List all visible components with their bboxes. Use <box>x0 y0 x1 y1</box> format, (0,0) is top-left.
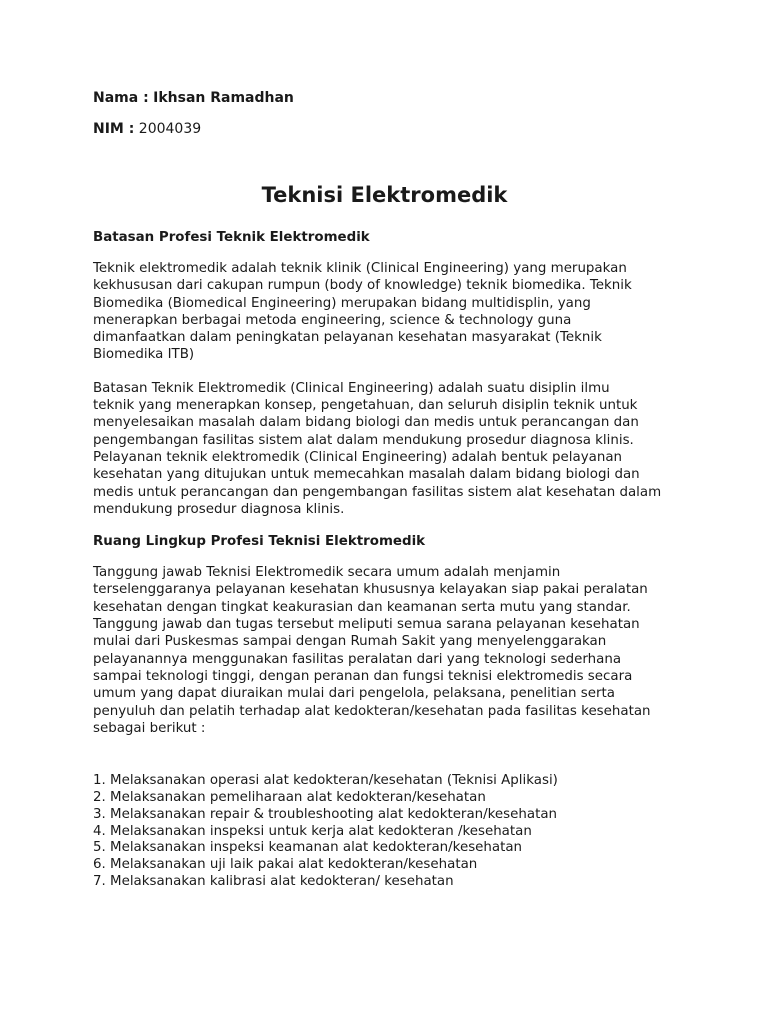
paragraph-line: menerapkan berbagai metoda engineering, science & technology guna <box>93 312 572 328</box>
paragraph-line: medis untuk perancangan dan pengembangan fasilitas sistem alat kesehatan dalam <box>93 484 662 500</box>
paragraph-line: sebagai berikut : <box>93 720 206 736</box>
list-item: 1. Melaksanakan operasi alat kedokteran/kesehatan (Teknisi Aplikasi) <box>93 773 558 789</box>
paragraph-line: terselenggaranya pelayanan kesehatan khususnya kelayakan siap pakai peralatan <box>93 582 648 598</box>
paragraph-line: menyelesaikan masalah dalam bidang biologi dan medis untuk perancangan dan <box>93 415 639 431</box>
name-label: Nama : <box>93 90 149 106</box>
list-item: 3. Melaksanakan repair & troubleshooting alat kedokteran/kesehatan <box>93 806 558 822</box>
document-content <box>93 88 683 891</box>
paragraph-line: kesehatan dengan tingkat keakurasian dan keamanan serta mutu yang standar. <box>93 599 631 615</box>
paragraph-line: Batasan Teknik Elektromedik (Clinical Engineering) adalah suatu disiplin ilmu <box>93 380 610 396</box>
paragraph-line: Biomedika ITB) <box>93 347 195 363</box>
section-heading-batasan: Batasan Profesi Teknik Elektromedik <box>93 230 370 245</box>
paragraph-line: Teknik elektromedik adalah teknik klinik (Clinical Engineering) yang merupakan <box>93 261 627 276</box>
paragraph-line: umum yang dapat diuraikan mulai dari pengelola, pelaksana, penelitian serta <box>93 686 615 702</box>
paragraph-line: mulai dari Puskesmas sampai dengan Rumah Sakit yang menyelenggarakan <box>93 634 607 650</box>
paragraph-definition <box>93 260 683 364</box>
list-item: 4. Melaksanakan inspeksi untuk kerja alat kedokteran /kesehatan <box>93 823 532 839</box>
paragraph-line: Tanggung jawab dan tugas tersebut meliputi semua sarana pelayanan kesehatan <box>93 617 640 633</box>
paragraph-line: kekhususan dari cakupan rumpun (body of knowledge) teknik biomedika. Teknik <box>93 278 632 294</box>
task-list <box>93 773 683 891</box>
paragraph-line: penyuluh dan pelatih terhadap alat kedokteran/kesehatan pada fasilitas kesehatan <box>93 703 651 719</box>
list-item: 2. Melaksanakan pemeliharaan alat kedokteran/kesehatan <box>93 789 486 805</box>
paragraph-line: pelayanannya menggunakan fasilitas peralatan dari yang teknologi sederhana <box>93 651 622 667</box>
list-item: 5. Melaksanakan inspeksi keamanan alat kedokteran/kesehatan <box>93 840 523 856</box>
nim-label: NIM : <box>93 121 135 137</box>
paragraph-line: dimanfaatkan dalam peningkatan pelayanan kesehatan masyarakat (Teknik <box>93 330 602 346</box>
list-item: 7. Melaksanakan kalibrasi alat kedokteran/ kesehatan <box>93 873 454 889</box>
paragraph-line: mendukung prosedur diagnosa klinis. <box>93 501 345 517</box>
list-item: 6. Melaksanakan uji laik pakai alat kedokteran/kesehatan <box>93 857 478 873</box>
section-heading-ruang-lingkup: Ruang Lingkup Profesi Teknisi Elektromedik <box>93 534 426 550</box>
paragraph-line: pengembangan fasilitas sistem alat dalam mendukung prosedur diagnosa klinis. <box>93 432 634 448</box>
paragraph-line: kesehatan yang ditujukan untuk memecahkan masalah dalam bidang biologi dan <box>93 467 640 483</box>
paragraph-responsibility <box>93 564 683 737</box>
paragraph-line: teknik yang menerapkan konsep, pengetahuan, dan seluruh disiplin teknik untuk <box>93 398 638 414</box>
name-value: Ikhsan Ramadhan <box>153 90 294 106</box>
name-field <box>93 88 683 108</box>
paragraph-scope-definition <box>93 380 683 518</box>
paragraph-line: Biomedika (Biomedical Engineering) merupakan bidang multidisplin, yang <box>93 295 591 311</box>
paragraph-line: sampai teknologi tinggi, dengan peranan dan fungsi teknisi elektromedis secara <box>93 668 633 684</box>
nim-field <box>93 119 683 139</box>
paragraph-line: Pelayanan teknik elektromedik (Clinical Engineering) adalah bentuk pelayanan <box>93 449 623 465</box>
paragraph-line: Tanggung jawab Teknisi Elektromedik secara umum adalah menjamin <box>93 565 561 581</box>
nim-value: 2004039 <box>138 121 202 137</box>
document-title: Teknisi Elektromedik <box>261 183 508 207</box>
